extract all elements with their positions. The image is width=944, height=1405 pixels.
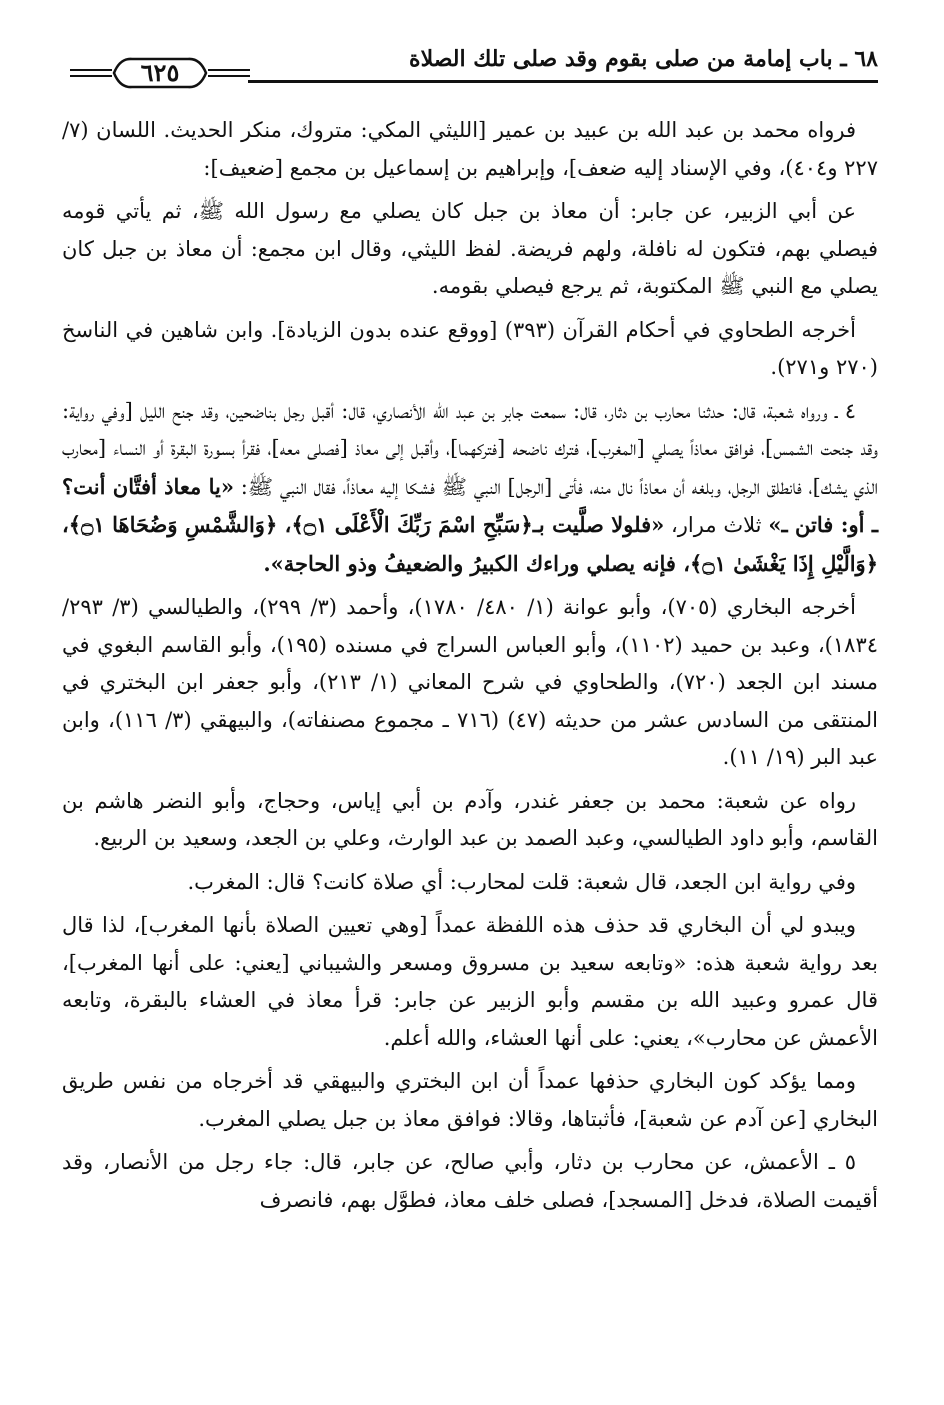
running-title: ٦٨ ـ باب إمامة من صلى بقوم وقد صلى تلك الصلاة: [409, 46, 878, 72]
three-times-text: ثلاث مرار،: [664, 513, 769, 537]
closing-text: ، فإنه يصلي وراءك الكبيرُ والضعيفُ وذو الحاجة».: [263, 550, 690, 576]
paragraph-10: ٥ ـ الأعمش، عن محارب بن دثار، وأبي صالح، عن جابر، قال: جاء رجل من الأنصار، وقد أقيمت الصلاة، فدخل [المسجد]، فصلى خلف معاذ، فطوَّل بهم، فانصرف: [62, 1150, 878, 1212]
fa-lawla-text: «فلولا صلَّيت بـ: [532, 512, 665, 537]
paragraph-9: ومما يؤكد كون البخاري حذفها عمداً أن ابن البختري والبيهقي قد أخرجاه من نفس طريق البخاري [عن آدم عن شعبة]، فأثبتاها، وقالا: فوافق معاذ بن جبل يصلي المغرب.: [62, 1069, 878, 1131]
or-label: ـ أو:: [833, 512, 878, 537]
paragraph-7: وفي رواية ابن الجعد، قال شعبة: قلت لمحارب: أي صلاة كانت؟ قال: المغرب.: [187, 869, 856, 894]
quran-shams: ، ﴿وَالشَّمْسِ وَضُحَاهَا ۝١﴾: [68, 512, 292, 537]
header-rule: [248, 80, 878, 83]
paragraph-4: [62, 393, 878, 584]
page-number: ٦٢٥: [140, 58, 180, 87]
paragraph-5: أخرجه البخاري (٧٠٥)، وأبو عوانة (١/ ٤٨٠/ ١٧٨٠)، وأحمد (٣/ ٢٩٩)، والطيالسي (٣/ ٢٩٣/ ١٨٣٤)، وعبد بن حميد (١١٠٢)، وأبو العباس السراج في مسنده (١٩٥)، وأبو القاسم البغوي في مسند ابن الجعد (٧٢٠)، والطحاوي في شرح المعاني (١/ ٢١٣)، وأبو جعفر ابن البختري في المنتقى من السادس عشر من حديثه (٤٧) (٧١٦ ـ مجموع مصنفاته)، والبيهقي (٣/ ١١٦)، وابن عبد البر (١٩/ ١١).: [62, 595, 879, 769]
paragraph-6: رواه عن شعبة: محمد بن جعفر غندر، وآدم بن أبي إياس، وحجاج، وأبو النضر هاشم بن القاسم، وأبو داود الطيالسي، وعبد الصمد بن عبد الوارث، وعلي بن الجعد، وسعيد بن الربيع.: [62, 788, 878, 850]
page-number-frame: [70, 56, 250, 90]
page-header: [62, 42, 878, 102]
paragraph-4-text: ٤ ـ ورواه شعبة، قال: حدثنا محارب بن دثار، قال: سمعت جابر بن عبد الله الأنصاري، قال: أقبل رجل بناضحين، وقد جنح الليل [وفي رواية: وقد جنحت الشمس]، فوافق معاذاً يصلي [المغرب]، فترك ناضحه [فتركهما]، وأقبل إلى معاذ [فصلى معه]، فقرأ بسورة البقرة أو النساء [محارب الذي يشك]، فانطلق الرجل، وبلغه أن معاذاً نال منه، فأتى [الرجل] النبي ﷺ فشكا إليه معاذاً، فقال النبي ﷺ:: [62, 398, 878, 499]
paragraph-2: عن أبي الزبير، عن جابر: أن معاذ بن جبل كان يصلي مع رسول الله ﷺ، ثم يأتي قومه فيصلي بهم، فتكون له نافلة، ولهم فريضة. لفظ الليثي، وقال ابن مجمع: أن معاذ بن جبل كان يصلي مع النبي ﷺ المكتوبة، ثم يرجع فيصلي بقومه.: [62, 199, 878, 298]
paragraph-1: فرواه محمد بن عبد الله بن عبيد بن عمير [الليثي المكي: متروك، منكر الحديث. اللسان (٧/ ٢٢٧ و٤٠٤)، وفي الإسناد إليه ضعف]، وإبراهيم بن إسماعيل بن مجمع [ضعيف]:: [62, 118, 878, 180]
quran-sabbih: ﴿سَبِّحِ اسْمَ رَبِّكَ الْأَعْلَى ۝١﴾: [291, 512, 533, 537]
body-text: [62, 112, 878, 1225]
prophet-words: «يا معاذ أفتَّان أنت؟: [62, 473, 235, 499]
paragraph-3: أخرجه الطحاوي في أحكام القرآن (٣٩٣) [ووقع عنده بدون الزيادة]. وابن شاهين في الناسخ (٢٧٠ و٢٧١).: [62, 317, 878, 379]
fattan-word: فاتن ـ»: [768, 512, 834, 537]
paragraph-8: ويبدو لي أن البخاري قد حذف هذه اللفظة عمداً [وهي تعيين الصلاة بأنها المغرب]، لذا قال بعد رواية شعبة هذه: «وتابعه سعيد بن مسروق ومسعر والشيباني [يعني: على أنها المغرب]، قال عمرو وعبيد الله بن مقسم وأبو الزبير عن جابر: قرأ معاذ في العشاء بالبقرة، وتابعه الأعمش عن محارب»، يعني: على أنها العشاء، والله أعلم.: [62, 913, 878, 1050]
quran-layl: ، ﴿وَالَّيْلِ إِذَا يَغْشَىٰ ۝١﴾: [62, 512, 878, 576]
